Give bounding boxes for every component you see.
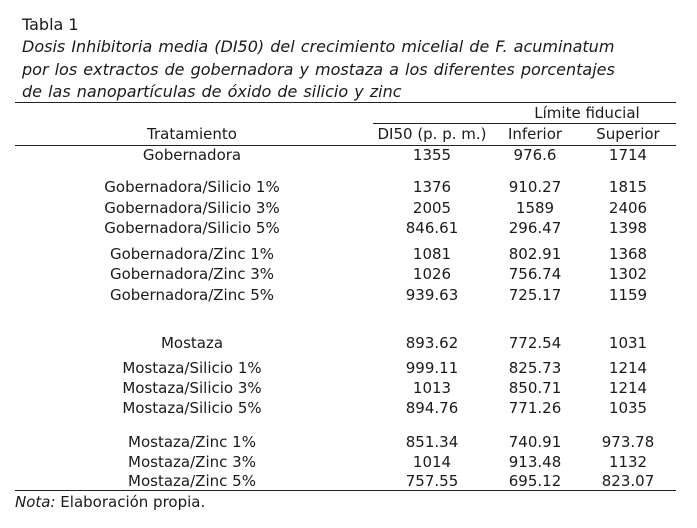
caption-line-1: Dosis Inhibitoria media (DI50) del crecimiento micelial de F. acuminatum: [22, 37, 615, 56]
cell-di50: 851.34: [405, 433, 459, 451]
cell-di50: 1081: [412, 245, 452, 263]
cell-inferior: 740.91: [508, 433, 562, 451]
cell-inferior: 802.91: [508, 245, 562, 263]
cell-di50: 939.63: [405, 286, 459, 304]
bottom-rule: [15, 490, 676, 491]
cell-tratamiento: Gobernadora/Silicio 5%: [104, 219, 280, 237]
cell-di50: 999.11: [405, 359, 459, 377]
cell-superior: 1815: [608, 178, 648, 196]
cell-tratamiento: Mostaza/Zinc 3%: [128, 453, 256, 471]
header-tratamiento: Tratamiento: [147, 125, 237, 143]
cell-superior: 1398: [608, 219, 648, 237]
note-text: Elaboración propia.: [55, 493, 206, 511]
table-note: [15, 492, 205, 512]
header-superior: Superior: [596, 125, 660, 143]
cell-inferior: 756.74: [508, 265, 562, 283]
cell-superior: 2406: [608, 199, 648, 217]
cell-superior: 973.78: [601, 433, 655, 451]
cell-tratamiento: Gobernadora: [142, 146, 242, 164]
cell-superior: 1214: [608, 359, 648, 377]
cell-tratamiento: Gobernadora/Zinc 1%: [109, 245, 275, 263]
cell-inferior: 772.54: [508, 334, 562, 352]
cell-superior: 823.07: [601, 472, 655, 490]
cell-tratamiento: Mostaza/Silicio 5%: [122, 399, 262, 417]
cell-di50: 1376: [412, 178, 452, 196]
cell-di50: 1014: [412, 453, 452, 471]
cell-di50: 1026: [412, 265, 452, 283]
note-label: Nota:: [15, 493, 56, 511]
cell-di50: 2005: [412, 199, 452, 217]
cell-tratamiento: Gobernadora/Zinc 5%: [109, 286, 275, 304]
cell-superior: 1132: [608, 453, 648, 471]
cell-superior: 1035: [608, 399, 648, 417]
cell-tratamiento: Mostaza: [160, 334, 224, 352]
cell-tratamiento: Gobernadora/Silicio 3%: [104, 199, 280, 217]
table-title: Tabla 1: [22, 15, 79, 34]
fiducial-limit-header: Límite fiducial: [534, 104, 640, 122]
cell-superior: 1368: [608, 245, 648, 263]
cell-inferior: 910.27: [508, 178, 562, 196]
cell-inferior: 695.12: [508, 472, 562, 490]
header-rule: [15, 145, 676, 146]
cell-superior: 1031: [608, 334, 648, 352]
caption-line-3: de las nanopartículas de óxido de silicio y zinc: [22, 82, 402, 101]
cell-inferior: 850.71: [508, 379, 562, 397]
cell-superior: 1302: [608, 265, 648, 283]
cell-inferior: 913.48: [508, 453, 562, 471]
cell-inferior: 771.26: [508, 399, 562, 417]
cell-superior: 1714: [608, 146, 648, 164]
cell-di50: 893.62: [405, 334, 459, 352]
cell-di50: 894.76: [405, 399, 459, 417]
header-di50: DI50 (p. p. m.): [377, 125, 487, 143]
cell-inferior: 825.73: [508, 359, 562, 377]
cell-tratamiento: Mostaza/Zinc 5%: [128, 472, 256, 490]
cell-di50: 1013: [412, 379, 452, 397]
caption-line-2: por los extractos de gobernadora y mostaza a los diferentes porcentajes: [22, 60, 615, 79]
cell-superior: 1159: [608, 286, 648, 304]
cell-tratamiento: Mostaza/Zinc 1%: [128, 433, 256, 451]
cell-inferior: 296.47: [508, 219, 562, 237]
cell-superior: 1214: [608, 379, 648, 397]
cell-di50: 757.55: [405, 472, 459, 490]
cell-tratamiento: Mostaza/Silicio 3%: [122, 379, 262, 397]
cell-tratamiento: Gobernadora/Silicio 1%: [104, 178, 280, 196]
cell-di50: 1355: [412, 146, 452, 164]
cell-di50: 846.61: [405, 219, 459, 237]
cell-tratamiento: Mostaza/Silicio 1%: [122, 359, 262, 377]
cell-inferior: 976.6: [513, 146, 557, 164]
cell-inferior: 725.17: [508, 286, 562, 304]
cell-inferior: 1589: [515, 199, 555, 217]
cell-tratamiento: Gobernadora/Zinc 3%: [109, 265, 275, 283]
header-inferior: Inferior: [507, 125, 563, 143]
